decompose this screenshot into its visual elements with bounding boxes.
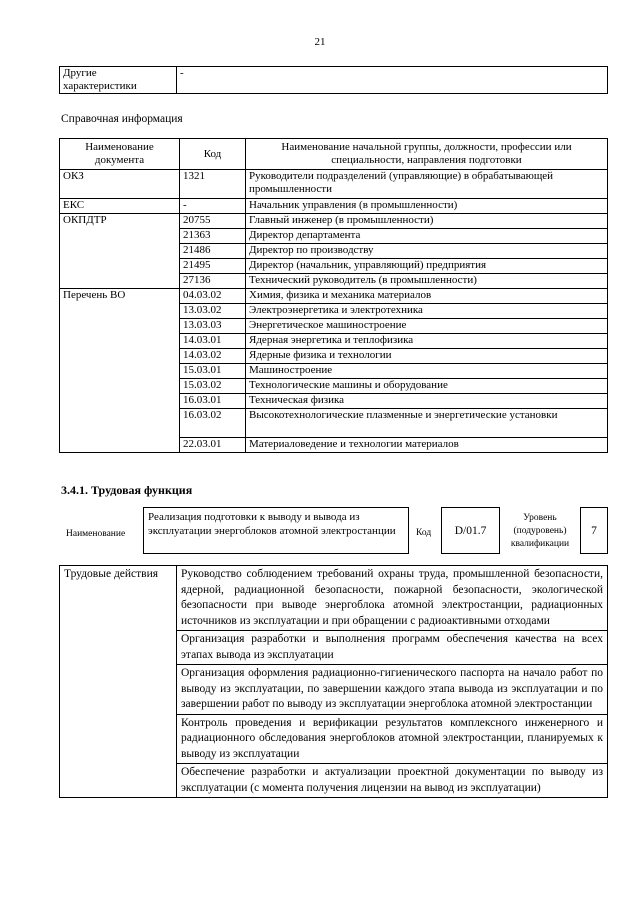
- code-cell: 15.03.01: [180, 364, 246, 379]
- code-cell: 15.03.02: [180, 379, 246, 394]
- name-cell: Ядерная энергетика и теплофизика: [246, 334, 608, 349]
- code-cell: 16.03.01: [180, 394, 246, 409]
- code-cell: 22.03.01: [180, 438, 246, 453]
- code-cell: 21486: [180, 244, 246, 259]
- name-cell: Машиностроение: [246, 364, 608, 379]
- table-row: [60, 289, 608, 304]
- header-doc-name: Наименование документа: [60, 139, 180, 170]
- name-cell: Материаловедение и технологии материалов: [246, 438, 608, 453]
- header-code: Код: [180, 139, 246, 170]
- labor-actions-table: [59, 565, 608, 798]
- table-row: [60, 214, 608, 229]
- name-cell: Начальник управления (в промышленности): [246, 199, 608, 214]
- name-cell: Главный инженер (в промышленности): [246, 214, 608, 229]
- name-cell: Технический руководитель (в промышленности): [246, 274, 608, 289]
- name-cell: Директор департамента: [246, 229, 608, 244]
- table-row: [60, 199, 608, 214]
- name-cell: Техническая физика: [246, 394, 608, 409]
- code-cell: 14.03.02: [180, 349, 246, 364]
- name-cell: Высокотехнологические плазменные и энергетические установки: [246, 409, 608, 438]
- code-cell: 13.03.03: [180, 319, 246, 334]
- labor-actions-label: Трудовые действия: [60, 566, 177, 798]
- doc-cell: ЕКС: [60, 199, 180, 214]
- code-cell: 14.03.01: [180, 334, 246, 349]
- labor-action-item: Руководство соблюдением требований охраны труда, промышленной безопасности, ядерной, радиационной безопасности, пожарной безопасности, экологической безопасности при выводе энергоблока атомной электростанции, радиационных источников из эксплуатации и при обращении с радиоактивными отходами: [177, 566, 608, 631]
- header-group-name: Наименование начальной группы, должности, профессии или специальности, направления подготовки: [246, 139, 608, 170]
- section-title: 3.4.1. Трудовая функция: [61, 483, 193, 497]
- function-name-value: Реализация подготовки к выводу и вывода из эксплуатации энергоблоков атомной электростанции: [143, 507, 409, 554]
- reference-header-row: [60, 139, 608, 170]
- reference-table: [59, 138, 608, 453]
- name-cell: Руководители подразделений (управляющие) в обрабатывающей промышленности: [246, 170, 608, 199]
- function-code-label: Код: [416, 528, 432, 538]
- name-cell: Ядерные физика и технологии: [246, 349, 608, 364]
- code-cell: 16.03.02: [180, 409, 246, 438]
- code-cell: 27136: [180, 274, 246, 289]
- other-characteristics-label: Другие характеристики: [60, 67, 177, 94]
- reference-title: Справочная информация: [61, 113, 183, 125]
- function-code-value: D/01.7: [441, 507, 500, 554]
- name-cell: Директор (начальник, управляющий) предприятия: [246, 259, 608, 274]
- labor-action-item: Контроль проведения и верификации результатов комплексного инженерного и радиационного обследования энергоблоков атомной электростанции, планируемых к выводу из эксплуатации: [177, 714, 608, 764]
- code-cell: 21363: [180, 229, 246, 244]
- labor-action-item: Организация разработки и выполнения программ обеспечения качества на всех этапах вывода из эксплуатации: [177, 631, 608, 665]
- code-cell: 13.03.02: [180, 304, 246, 319]
- doc-cell: ОКЗ: [60, 170, 180, 199]
- labor-action-item: Организация оформления радиационно-гигиенического паспорта на начало работ по выводу из эксплуатации, по завершении каждого этапа вывода из эксплуатации и по завершении работ по выводу из эксплуатации энергоблока атомной электростанции: [177, 665, 608, 715]
- table-row: [60, 566, 608, 631]
- function-name-label: Наименование: [66, 529, 126, 539]
- code-cell: 21495: [180, 259, 246, 274]
- doc-cell: ОКПДТР: [60, 214, 180, 289]
- name-cell: Энергетическое машиностроение: [246, 319, 608, 334]
- other-characteristics-table: [59, 66, 608, 94]
- code-cell: -: [180, 199, 246, 214]
- name-cell: Электроэнергетика и электротехника: [246, 304, 608, 319]
- table-row: [60, 170, 608, 199]
- code-cell: 1321: [180, 170, 246, 199]
- name-cell: Химия, физика и механика материалов: [246, 289, 608, 304]
- qualification-level-value: 7: [580, 507, 608, 554]
- code-cell: 04.03.02: [180, 289, 246, 304]
- name-cell: Технологические машины и оборудование: [246, 379, 608, 394]
- code-cell: 20755: [180, 214, 246, 229]
- labor-action-item: Обеспечение разработки и актуализации проектной документации по выводу из эксплуатации (с момента получения лицензии на вывод из эксплуатации): [177, 764, 608, 798]
- other-characteristics-value: -: [177, 67, 608, 94]
- doc-cell: Перечень ВО: [60, 289, 180, 453]
- name-cell: Директор по производству: [246, 244, 608, 259]
- qualification-level-label: Уровень (подуровень) квалификации: [510, 513, 570, 549]
- page-number: 21: [314, 36, 326, 48]
